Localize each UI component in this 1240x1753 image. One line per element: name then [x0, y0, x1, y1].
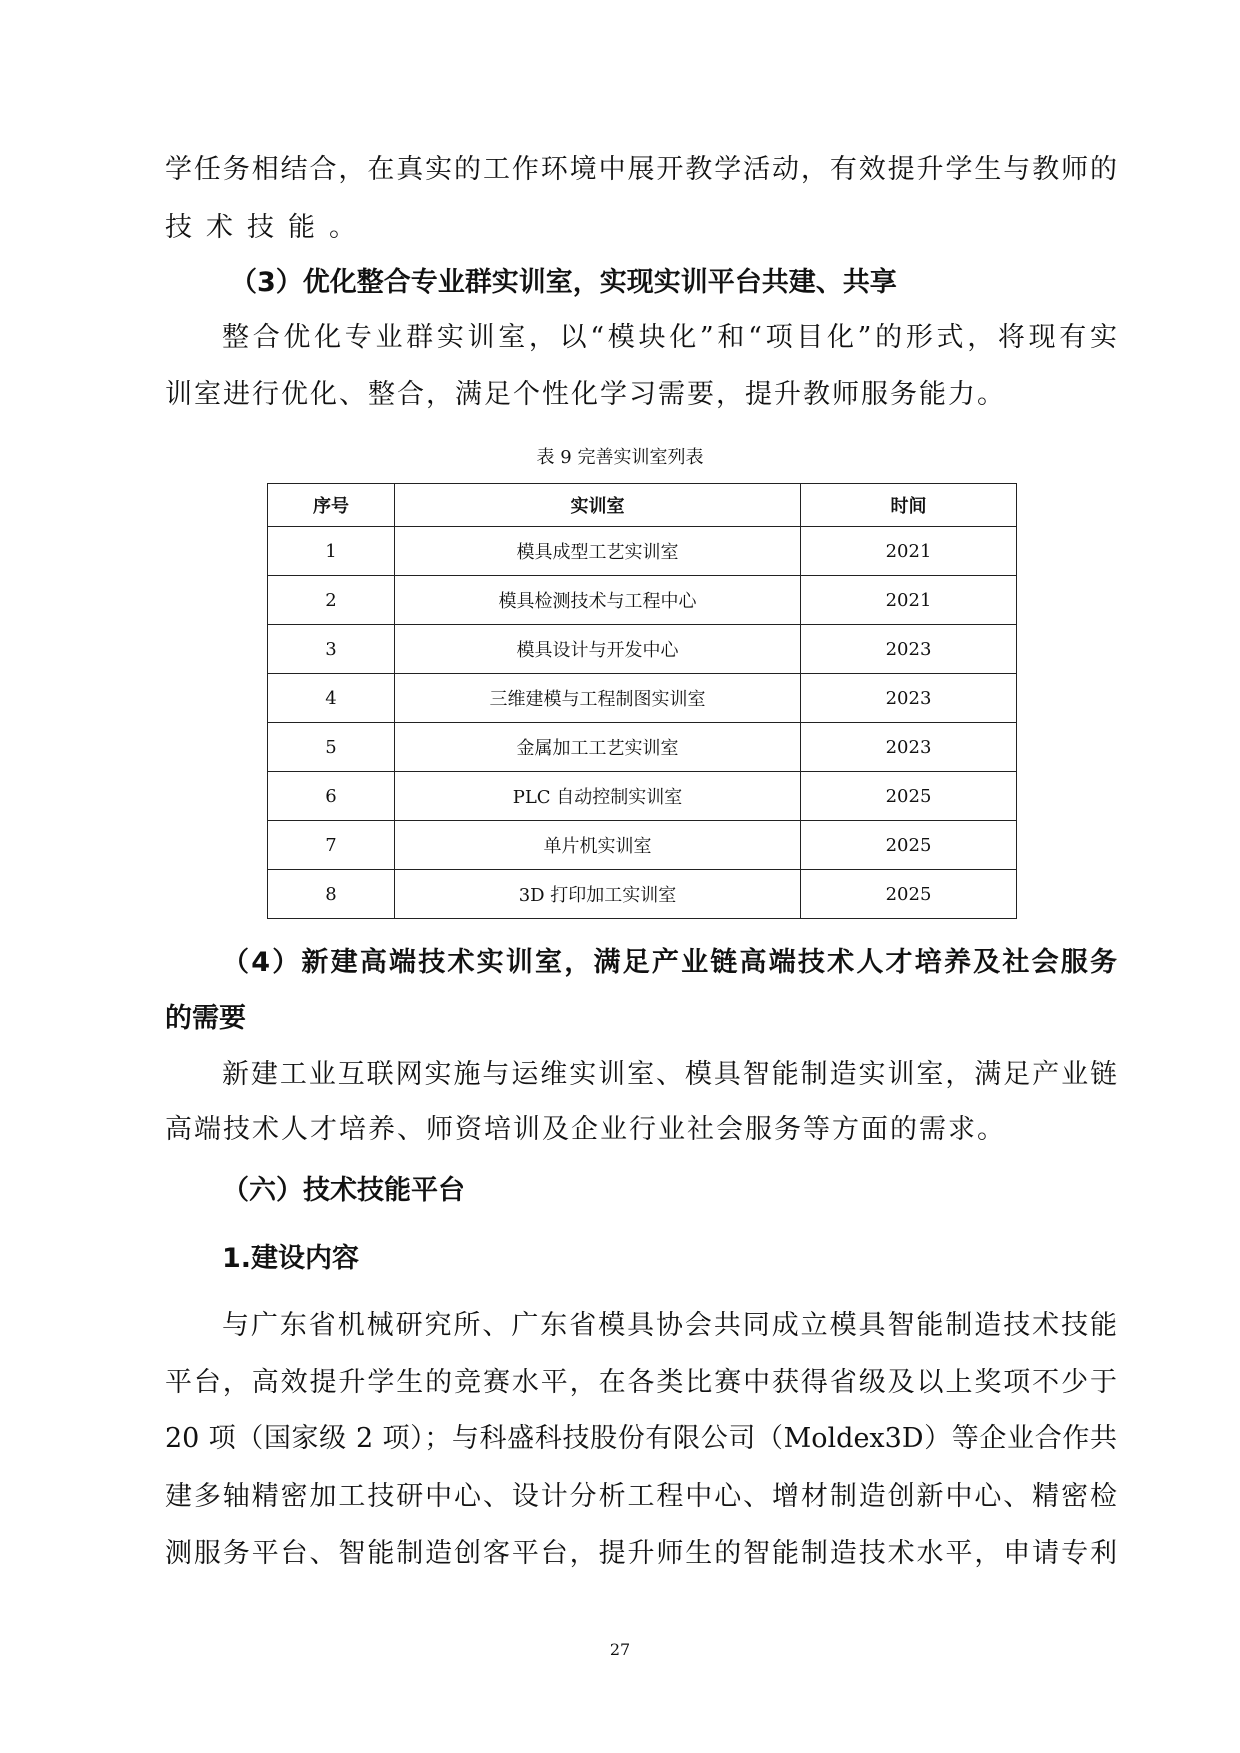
cell-year: 2021 [801, 576, 1017, 625]
header-year: 时间 [801, 484, 1017, 527]
training-room-table [267, 483, 1017, 919]
cell-index: 3 [268, 625, 395, 674]
table-row [268, 625, 1017, 674]
table-caption: 表 9 完善实训室列表 [536, 447, 704, 468]
cell-index: 4 [268, 674, 395, 723]
table-header-row [268, 484, 1017, 527]
paragraph-line: 高端技术人才培养、师资培训及企业行业社会服务等方面的需求。 [165, 1114, 1006, 1145]
chapter-heading: （六）技术技能平台 [222, 1175, 465, 1206]
header-index: 序号 [268, 484, 395, 527]
table-row [268, 576, 1017, 625]
cell-index: 5 [268, 723, 395, 772]
paragraph-line: 建多轴精密加工技研中心、设计分析工程中心、增材制造创新中心、精密检 [165, 1481, 1117, 1512]
table-row [268, 527, 1017, 576]
header-room: 实训室 [395, 484, 801, 527]
section-heading: （4）新建高端技术实训室，满足产业链高端技术人才培养及社会服务 [222, 947, 1117, 978]
cell-year: 2023 [801, 723, 1017, 772]
cell-year: 2025 [801, 821, 1017, 870]
paragraph-line: 学任务相结合，在真实的工作环境中展开教学活动，有效提升学生与教师的 [165, 154, 1117, 185]
cell-room: 3D 打印加工实训室 [395, 870, 801, 919]
cell-index: 2 [268, 576, 395, 625]
page-number: 27 [609, 1640, 631, 1659]
cell-year: 2025 [801, 772, 1017, 821]
paragraph-line: 训室进行优化、整合，满足个性化学习需要，提升教师服务能力。 [165, 379, 1006, 410]
section-heading-cont: 的需要 [165, 1003, 246, 1034]
cell-year: 2023 [801, 674, 1017, 723]
cell-room: 模具检测技术与工程中心 [395, 576, 801, 625]
cell-index: 1 [268, 527, 395, 576]
table-row [268, 870, 1017, 919]
cell-room: 单片机实训室 [395, 821, 801, 870]
paragraph-line: 20 项（国家级 2 项）；与科盛科技股份有限公司（Moldex3D）等企业合作共 [165, 1423, 1117, 1454]
paragraph-line: 技术技能。 [165, 212, 370, 243]
table-row [268, 821, 1017, 870]
paragraph-line: 新建工业互联网实施与运维实训室、模具智能制造实训室，满足产业链 [222, 1059, 1117, 1090]
paragraph-line: 整合优化专业群实训室，以“模块化”和“项目化”的形式，将现有实 [222, 322, 1117, 353]
table-row [268, 772, 1017, 821]
cell-year: 2021 [801, 527, 1017, 576]
table-row [268, 723, 1017, 772]
cell-room: 模具设计与开发中心 [395, 625, 801, 674]
paragraph-line: 与广东省机械研究所、广东省模具协会共同成立模具智能制造技术技能 [222, 1310, 1117, 1341]
paragraph-line: 测服务平台、智能制造创客平台，提升师生的智能制造技术水平，申请专利 [165, 1538, 1117, 1569]
table-row [268, 674, 1017, 723]
cell-room: PLC 自动控制实训室 [395, 772, 801, 821]
paragraph-line: 平台，高效提升学生的竞赛水平，在各类比赛中获得省级及以上奖项不少于 [165, 1367, 1117, 1398]
cell-index: 7 [268, 821, 395, 870]
cell-index: 6 [268, 772, 395, 821]
cell-year: 2023 [801, 625, 1017, 674]
cell-room: 模具成型工艺实训室 [395, 527, 801, 576]
cell-year: 2025 [801, 870, 1017, 919]
sub-heading: 1.建设内容 [222, 1243, 360, 1274]
cell-room: 三维建模与工程制图实训室 [395, 674, 801, 723]
cell-room: 金属加工工艺实训室 [395, 723, 801, 772]
cell-index: 8 [268, 870, 395, 919]
section-heading: （3）优化整合专业群实训室，实现实训平台共建、共享 [230, 267, 897, 298]
